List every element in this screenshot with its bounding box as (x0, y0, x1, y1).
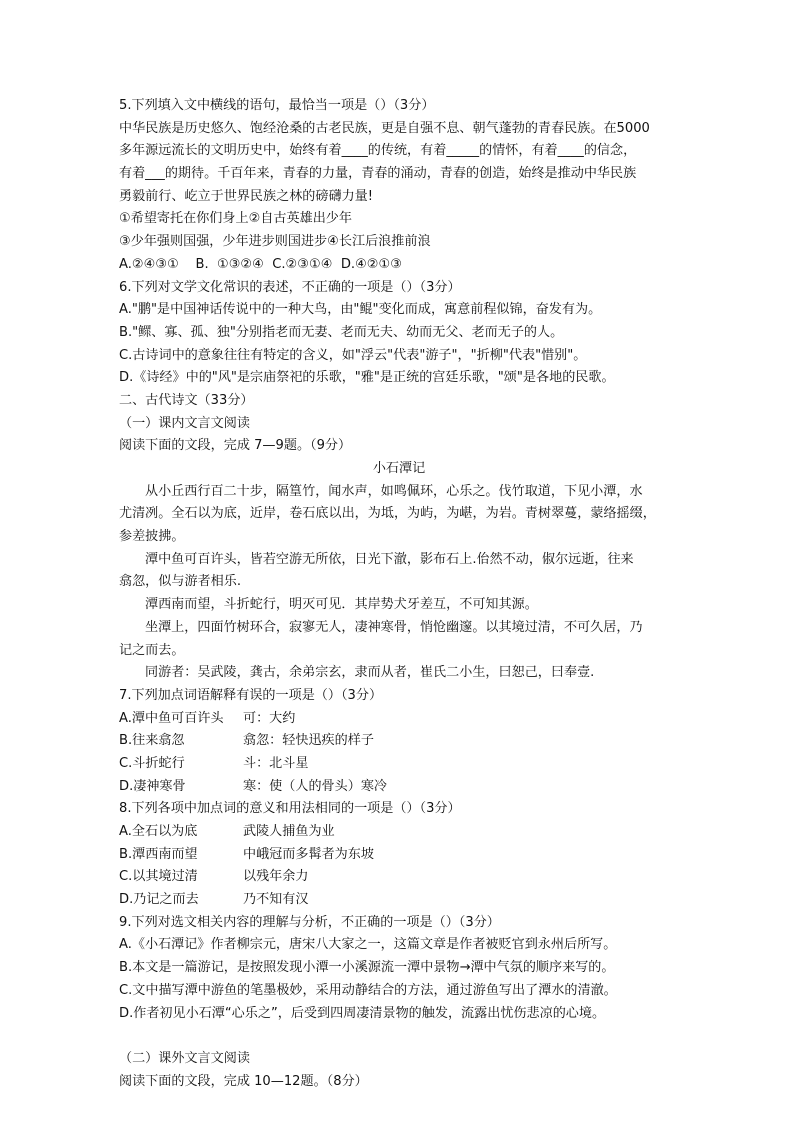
q7-option-b-gloss: 翕忽：轻快迅疾的样子 (243, 733, 374, 749)
q9-stem: 9.下列对选文相关内容的理解与分析，不正确的一项是（）（3分） (119, 914, 500, 930)
q7-stem: 7.下列加点词语解释有误的一项是（）（3分） (119, 687, 383, 703)
q5-options: A.②④③① B. ①③②④ C.②③①④ D.④②①③ (119, 256, 403, 272)
q5-sentences-1: ①希望寄托在你们身上②自古英雄出少年 (119, 211, 352, 227)
section-heading: 二、古代诗文（33分） (119, 392, 254, 408)
q8-option-c (119, 866, 679, 889)
q5-passage-line-4: 勇毅前行、屹立于世界民族之林的磅礴力量! (119, 188, 374, 204)
q7-option-c-phrase: C.斗折蛇行 (119, 755, 185, 771)
q8-option-b (119, 844, 679, 867)
q5-passage-line-3: 有着___的期待。千百年来，青春的力量，青春的涌动，青春的创造，始终是推动中华民族 (119, 166, 637, 182)
passage-line: 同游者：吴武陵，龚古，余弟宗玄，隶而从者，崔氏二小生，曰恕己，曰奉壹. (145, 665, 595, 681)
subsection-heading-1: （一）课内文言文阅读 (119, 415, 250, 431)
q6-option-c: C.古诗词中的意象往往有特定的含义，如"浮云"代表"游子"，"折柳"代表"惜别"。 (119, 347, 587, 363)
q8-option-a (119, 821, 679, 844)
passage-line: 尤清冽。全石以为底，近岸，卷石底以出，为坻，为屿，为嵁，为岩。青树翠蔓，蒙络摇缀， (119, 506, 656, 522)
subsection-intro-2: 阅读下面的文段，完成 10—12题。（8分） (119, 1073, 368, 1089)
q8-stem: 8.下列各项中加点词的意义和用法相同的一项是（）（3分） (119, 801, 461, 817)
subsection-intro-1: 阅读下面的文段，完成 7—9题。（9分） (119, 438, 352, 454)
blank-line (119, 1025, 679, 1048)
q9-option-a: A.《小石潭记》作者柳宗元，唐宋八大家之一，这篇文章是作者被贬官到永州后所写。 (119, 937, 617, 953)
q6-option-a: A."鹏"是中国神话传说中的一种大鸟，由"鲲"变化而成，寓意前程似锦，奋发有为。 (119, 302, 602, 318)
q8-option-d (119, 889, 679, 912)
q8-option-b-compare: 中峨冠而多髯者为东坡 (243, 846, 374, 862)
q7-option-b-phrase: B.往来翕忽 (119, 733, 185, 749)
q7-option-d-gloss: 寒：使（人的骨头）寒冷 (243, 778, 388, 794)
q8-option-d-phrase: D.乃记之而去 (119, 892, 199, 908)
q5-stem: 5.下列填入文中横线的语句，最恰当一项是（）（3分） (119, 98, 435, 113)
q7-option-a-phrase: A.潭中鱼可百许头 (119, 710, 224, 726)
q5-passage-line-1: 中华民族是历史悠久、饱经沧桑的古老民族，更是自强不息、朝气蓬勃的青春民族。在5000 (119, 120, 650, 136)
passage-title: 小石潭记 (372, 461, 426, 476)
q7-option-c (119, 753, 679, 776)
q9-option-b: B.本文是一篇游记，是按照发现小潭一小溪源流一潭中景物→潭中气氛的顺序来写的。 (119, 960, 615, 976)
q8-option-a-phrase: A.全石以为底 (119, 824, 198, 839)
q7-option-b (119, 730, 679, 753)
q8-option-b-phrase: B.潭西南而望 (119, 846, 198, 862)
q7-option-a-gloss: 可：大约 (243, 710, 296, 726)
passage-line: 参差披拂。 (119, 529, 185, 545)
passage-line: 潭西南而望，斗折蛇行，明灭可见．其岸势犬牙差互，不可知其源。 (145, 597, 538, 613)
q7-option-d-phrase: D.凄神寒骨 (119, 778, 186, 794)
passage-line: 从小丘西行百二十步，隔篁竹，闻水声，如鸣佩环，心乐之。伐竹取道，下见小潭，水 (145, 483, 643, 499)
passage-line: 翕忽，似与游者相乐. (119, 574, 242, 590)
q5-sentences-2: ③少年强则国强，少年进步则国进步④长江后浪推前浪 (119, 234, 431, 250)
q8-option-d-compare: 乃不知有汉 (243, 892, 309, 908)
exam-content (119, 95, 679, 1093)
q5-passage-line-2: 多年源远流长的文明历史中，始终有着____的传统，有着_____的情怀，有着____的信念， (119, 143, 637, 159)
q6-option-b: B."鳏、寡、孤、独"分别指老而无妻、老而无夫、幼而无父、老而无子的人。 (119, 324, 564, 340)
q9-option-c: C.文中描写潭中游鱼的笔墨极妙，采用动静结合的方法，通过游鱼写出了潭水的清澈。 (119, 982, 617, 998)
subsection-heading-2: （二）课外文言文阅读 (119, 1050, 250, 1066)
q8-option-a-compare: 武陵人捕鱼为业 (243, 824, 335, 839)
passage-line: 坐潭上，四面竹树环合，寂寥无人，凄神寒骨，悄怆幽邃。以其境过清，不可久居，乃 (145, 619, 643, 635)
q7-option-c-gloss: 斗：北斗星 (243, 755, 309, 771)
q7-option-a (119, 708, 679, 731)
q6-option-d: D.《诗经》中的"风"是宗庙祭祀的乐歌，"雅"是正统的宫廷乐歌，"颂"是各地的民歌。 (119, 370, 615, 386)
q6-stem: 6.下列对文学文化常识的表述，不正确的一项是（）（3分） (119, 279, 461, 295)
q8-option-c-phrase: C.以其境过清 (119, 869, 198, 885)
q7-option-d (119, 776, 679, 799)
q9-option-d: D.作者初见小石潭“心乐之”，后受到四周凄清景物的触发，流露出忧伤悲凉的心境。 (119, 1005, 606, 1021)
passage-line: 潭中鱼可百许头，皆若空游无所依，日光下澈，影布石上.佁然不动，俶尔远逝，往来 (145, 551, 634, 567)
passage-line: 记之而去。 (119, 642, 185, 658)
q8-option-c-compare: 以残年余力 (243, 869, 309, 885)
